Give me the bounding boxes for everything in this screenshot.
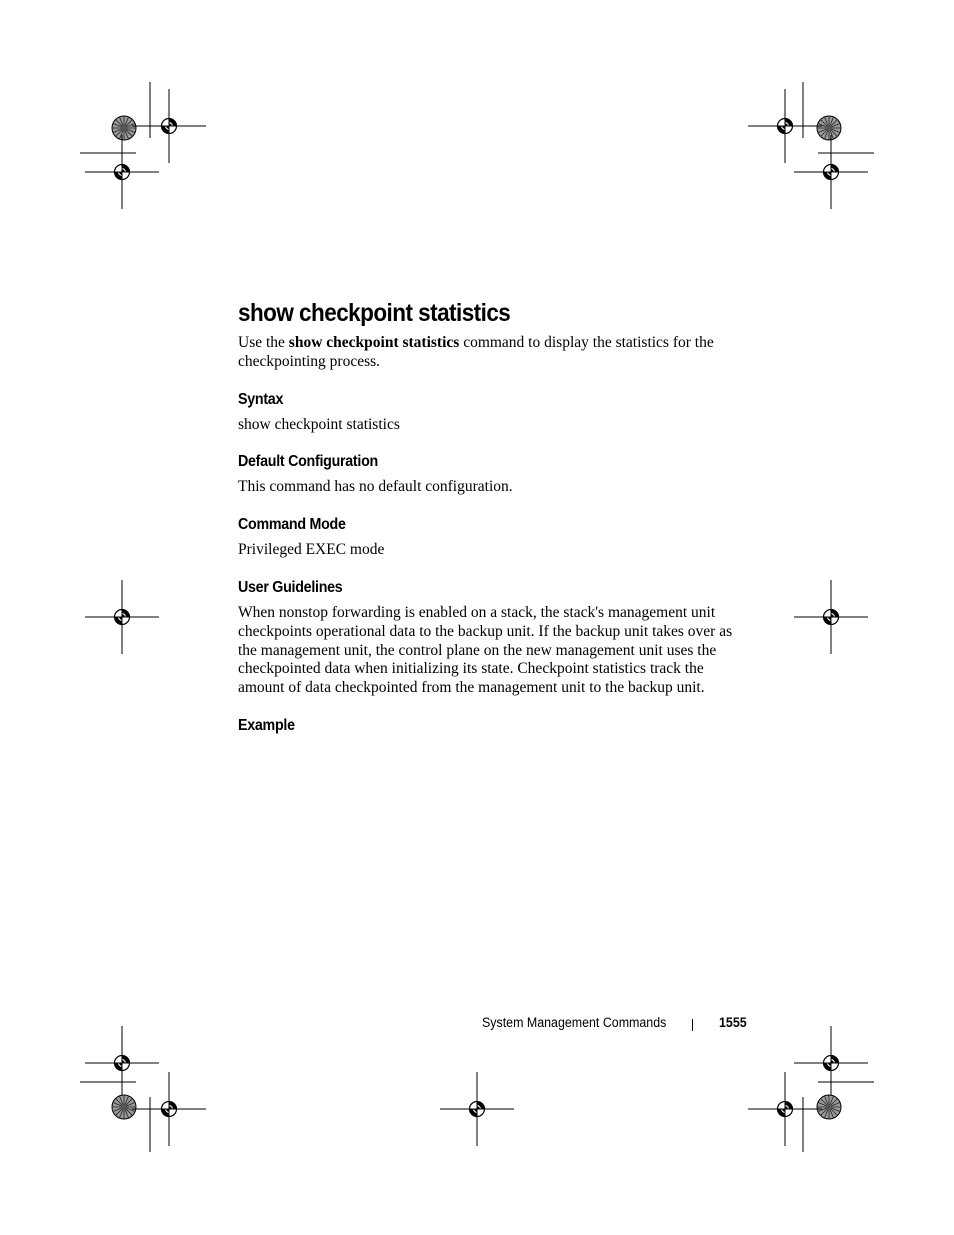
intro-paragraph bbox=[238, 334, 738, 372]
registration-mark-icon bbox=[132, 89, 206, 163]
example-heading: Example bbox=[238, 716, 295, 734]
crop-mark-icon bbox=[80, 1082, 150, 1152]
intro-command-name: show checkpoint statistics bbox=[288, 334, 460, 351]
registration-mark-icon bbox=[85, 1026, 159, 1100]
color-bar-wheel-icon bbox=[817, 116, 841, 140]
registration-mark-icon bbox=[748, 1072, 822, 1146]
page-title: show checkpoint statistics bbox=[238, 299, 511, 327]
user-guidelines-body: When nonstop forwarding is enabled on a stack, the stack's management unit checkpoints operational data to the backup unit. If the backup unit takes over as the management unit, the control plane on the new management unit uses the checkpointed data when initializing its state. Checkpoint statistics track the amount of data checkpointed from the management unit to the backup unit. bbox=[238, 603, 733, 697]
crop-mark-icon bbox=[80, 82, 150, 153]
footer-separator bbox=[692, 1019, 693, 1031]
default-config-heading: Default Configuration bbox=[238, 453, 378, 471]
color-bar-wheel-icon bbox=[817, 1095, 841, 1119]
registration-mark-icon bbox=[85, 135, 159, 209]
footer-section-name: System Management Commands bbox=[481, 1015, 666, 1030]
registration-mark-icon bbox=[440, 1072, 514, 1146]
intro-text-after: command to display the statistics for the checkpointing process. bbox=[238, 334, 714, 370]
main-content bbox=[238, 296, 738, 736]
crop-mark-icon bbox=[803, 1082, 874, 1152]
intro-text-before: Use the bbox=[238, 334, 289, 351]
crop-mark-icon bbox=[803, 82, 874, 153]
user-guidelines-heading: User Guidelines bbox=[238, 578, 343, 596]
default-config-body: This command has no default configuration. bbox=[238, 478, 513, 496]
command-mode-body: Privileged EXEC mode bbox=[238, 541, 385, 559]
color-bar-wheel-icon bbox=[112, 116, 136, 140]
syntax-heading: Syntax bbox=[238, 390, 284, 408]
registration-mark-icon bbox=[132, 1072, 206, 1146]
page-footer bbox=[0, 1015, 954, 1035]
page-number: 1555 bbox=[719, 1015, 747, 1030]
syntax-body: show checkpoint statistics bbox=[238, 415, 400, 433]
registration-mark-icon bbox=[85, 580, 159, 654]
registration-mark-icon bbox=[748, 89, 822, 163]
registration-mark-icon bbox=[794, 580, 868, 654]
color-bar-wheel-icon bbox=[112, 1095, 136, 1119]
registration-mark-icon bbox=[794, 135, 868, 209]
registration-mark-icon bbox=[794, 1026, 868, 1100]
command-mode-heading: Command Mode bbox=[238, 516, 346, 534]
